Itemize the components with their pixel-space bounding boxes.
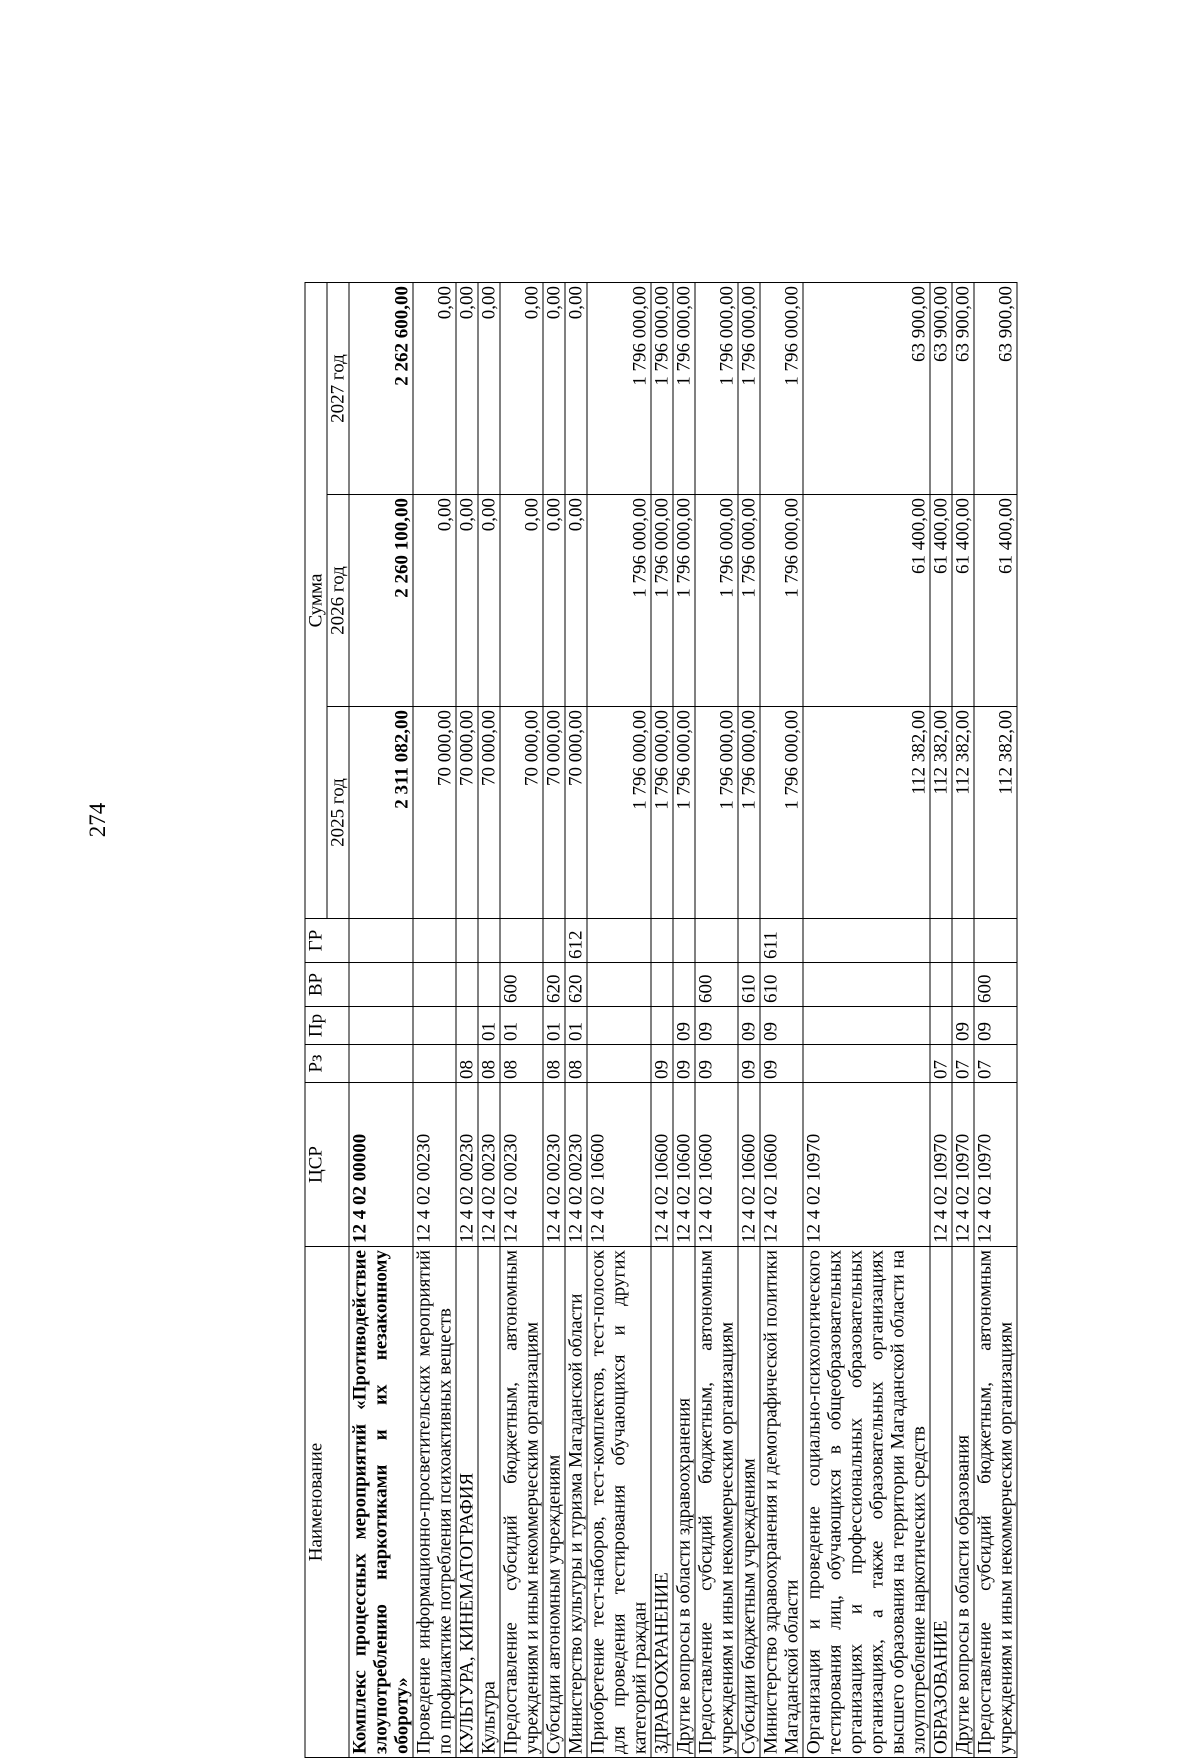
row-amount-2027: 63 900,00 bbox=[952, 282, 974, 494]
row-gr bbox=[349, 919, 413, 963]
row-pr bbox=[587, 1007, 651, 1045]
row-csr: 12 4 02 00230 bbox=[543, 1083, 565, 1247]
row-name: Предоставление субсидий бюджетным, автономным учреждениям и иным некоммерческим организациям bbox=[695, 1247, 738, 1758]
row-amount-2025: 112 382,00 bbox=[974, 707, 1017, 919]
row-amount-2026: 61 400,00 bbox=[974, 495, 1017, 707]
row-pr bbox=[413, 1007, 456, 1045]
row-vr: 610 bbox=[738, 963, 760, 1007]
row-gr bbox=[478, 919, 500, 963]
header-name: Наименование bbox=[305, 1247, 349, 1758]
row-amount-2027: 2 262 600,00 bbox=[349, 282, 413, 494]
row-amount-2027: 1 796 000,00 bbox=[651, 282, 673, 494]
table-body bbox=[349, 282, 1017, 1757]
row-csr: 12 4 02 10600 bbox=[695, 1083, 738, 1247]
row-gr bbox=[413, 919, 456, 963]
row-vr: 610 bbox=[760, 963, 803, 1007]
row-rz bbox=[587, 1045, 651, 1083]
table-header bbox=[305, 282, 349, 1757]
header-pr: Пр bbox=[305, 1007, 349, 1045]
row-pr bbox=[651, 1007, 673, 1045]
row-amount-2025: 1 796 000,00 bbox=[695, 707, 738, 919]
row-rz: 07 bbox=[952, 1045, 974, 1083]
table-row bbox=[651, 282, 673, 1757]
row-amount-2025: 2 311 082,00 bbox=[349, 707, 413, 919]
row-amount-2026: 1 796 000,00 bbox=[651, 495, 673, 707]
row-gr bbox=[952, 919, 974, 963]
row-rz: 08 bbox=[565, 1045, 587, 1083]
row-pr: 09 bbox=[952, 1007, 974, 1045]
row-amount-2026: 0,00 bbox=[565, 495, 587, 707]
rotated-table-wrapper bbox=[305, 282, 1018, 1758]
header-2025: 2025 год bbox=[327, 707, 349, 919]
row-amount-2027: 0,00 bbox=[543, 282, 565, 494]
row-amount-2027: 1 796 000,00 bbox=[695, 282, 738, 494]
row-name: Культура bbox=[478, 1247, 500, 1758]
row-rz: 09 bbox=[651, 1045, 673, 1083]
row-name: Предоставление субсидий бюджетным, автономным учреждениям и иным некоммерческим организациям bbox=[500, 1247, 543, 1758]
row-vr bbox=[456, 963, 478, 1007]
row-amount-2027: 0,00 bbox=[500, 282, 543, 494]
table-row bbox=[500, 282, 543, 1757]
table-row bbox=[695, 282, 738, 1757]
row-gr bbox=[587, 919, 651, 963]
header-vr: ВР bbox=[305, 963, 349, 1007]
row-rz: 07 bbox=[930, 1045, 952, 1083]
row-name: Проведение информационно-просветительских мероприятий по профилактике потребления психоактивных веществ bbox=[413, 1247, 456, 1758]
budget-table bbox=[305, 282, 1018, 1758]
row-pr: 09 bbox=[673, 1007, 695, 1045]
row-gr bbox=[695, 919, 738, 963]
row-amount-2026: 1 796 000,00 bbox=[738, 495, 760, 707]
row-csr: 12 4 02 00230 bbox=[500, 1083, 543, 1247]
row-vr: 620 bbox=[565, 963, 587, 1007]
row-rz: 08 bbox=[543, 1045, 565, 1083]
row-gr bbox=[738, 919, 760, 963]
table-row bbox=[760, 282, 803, 1757]
row-rz bbox=[413, 1045, 456, 1083]
row-amount-2027: 1 796 000,00 bbox=[673, 282, 695, 494]
table-row bbox=[952, 282, 974, 1757]
row-csr: 12 4 02 00230 bbox=[456, 1083, 478, 1247]
row-csr: 12 4 02 10600 bbox=[738, 1083, 760, 1247]
table-row bbox=[673, 282, 695, 1757]
row-vr bbox=[587, 963, 651, 1007]
table-row bbox=[738, 282, 760, 1757]
row-csr: 12 4 02 10600 bbox=[651, 1083, 673, 1247]
row-pr bbox=[803, 1007, 930, 1045]
row-csr: 12 4 02 10970 bbox=[803, 1083, 930, 1247]
table-row bbox=[587, 282, 651, 1757]
row-amount-2026: 1 796 000,00 bbox=[695, 495, 738, 707]
row-amount-2026: 1 796 000,00 bbox=[760, 495, 803, 707]
row-amount-2027: 1 796 000,00 bbox=[760, 282, 803, 494]
row-pr bbox=[930, 1007, 952, 1045]
row-rz bbox=[803, 1045, 930, 1083]
header-csr: ЦСР bbox=[305, 1083, 349, 1247]
row-gr: 612 bbox=[565, 919, 587, 963]
row-csr: 12 4 02 10600 bbox=[760, 1083, 803, 1247]
table-row bbox=[543, 282, 565, 1757]
row-amount-2025: 1 796 000,00 bbox=[673, 707, 695, 919]
page-number: 274 bbox=[85, 802, 110, 838]
row-amount-2027: 63 900,00 bbox=[930, 282, 952, 494]
row-amount-2025: 70 000,00 bbox=[478, 707, 500, 919]
row-amount-2026: 2 260 100,00 bbox=[349, 495, 413, 707]
row-gr: 611 bbox=[760, 919, 803, 963]
table-row bbox=[565, 282, 587, 1757]
row-amount-2025: 1 796 000,00 bbox=[738, 707, 760, 919]
row-rz: 08 bbox=[500, 1045, 543, 1083]
row-gr bbox=[673, 919, 695, 963]
row-csr: 12 4 02 00230 bbox=[478, 1083, 500, 1247]
row-vr: 620 bbox=[543, 963, 565, 1007]
row-pr: 01 bbox=[500, 1007, 543, 1045]
row-csr: 12 4 02 10970 bbox=[930, 1083, 952, 1247]
row-name: Субсидии автономным учреждениям bbox=[543, 1247, 565, 1758]
row-amount-2027: 0,00 bbox=[413, 282, 456, 494]
row-name: Другие вопросы в области здравоохранения bbox=[673, 1247, 695, 1758]
row-amount-2025: 112 382,00 bbox=[930, 707, 952, 919]
row-vr bbox=[349, 963, 413, 1007]
table-row bbox=[413, 282, 456, 1757]
header-2026: 2026 год bbox=[327, 495, 349, 707]
row-gr bbox=[500, 919, 543, 963]
row-amount-2026: 61 400,00 bbox=[952, 495, 974, 707]
row-gr bbox=[974, 919, 1017, 963]
row-amount-2027: 63 900,00 bbox=[803, 282, 930, 494]
row-pr: 01 bbox=[543, 1007, 565, 1045]
row-gr bbox=[803, 919, 930, 963]
row-amount-2025: 70 000,00 bbox=[413, 707, 456, 919]
row-amount-2027: 0,00 bbox=[565, 282, 587, 494]
row-rz: 09 bbox=[760, 1045, 803, 1083]
row-csr: 12 4 02 10970 bbox=[974, 1083, 1017, 1247]
row-amount-2026: 0,00 bbox=[478, 495, 500, 707]
row-vr bbox=[651, 963, 673, 1007]
row-amount-2026: 0,00 bbox=[456, 495, 478, 707]
row-amount-2025: 1 796 000,00 bbox=[760, 707, 803, 919]
row-amount-2025: 112 382,00 bbox=[803, 707, 930, 919]
row-amount-2025: 1 796 000,00 bbox=[651, 707, 673, 919]
row-pr bbox=[456, 1007, 478, 1045]
row-name: Другие вопросы в области образования bbox=[952, 1247, 974, 1758]
row-rz: 07 bbox=[974, 1045, 1017, 1083]
header-gr: ГР bbox=[305, 919, 349, 963]
row-rz: 09 bbox=[673, 1045, 695, 1083]
row-pr: 09 bbox=[974, 1007, 1017, 1045]
row-amount-2027: 1 796 000,00 bbox=[738, 282, 760, 494]
row-rz: 08 bbox=[478, 1045, 500, 1083]
row-vr bbox=[952, 963, 974, 1007]
table-row bbox=[478, 282, 500, 1757]
row-csr: 12 4 02 10600 bbox=[673, 1083, 695, 1247]
row-vr: 600 bbox=[500, 963, 543, 1007]
row-amount-2027: 63 900,00 bbox=[974, 282, 1017, 494]
row-vr bbox=[413, 963, 456, 1007]
row-rz: 09 bbox=[738, 1045, 760, 1083]
row-amount-2025: 112 382,00 bbox=[952, 707, 974, 919]
row-csr: 12 4 02 00230 bbox=[413, 1083, 456, 1247]
table-row bbox=[456, 282, 478, 1757]
table-row bbox=[349, 282, 413, 1757]
row-rz: 09 bbox=[695, 1045, 738, 1083]
row-gr bbox=[930, 919, 952, 963]
row-name: Комплекс процессных мероприятий «Противодействие злоупотреблению наркотиками и их незаконному обороту» bbox=[349, 1247, 413, 1758]
row-amount-2025: 70 000,00 bbox=[565, 707, 587, 919]
row-pr: 09 bbox=[760, 1007, 803, 1045]
row-vr bbox=[478, 963, 500, 1007]
header-2027: 2027 год bbox=[327, 282, 349, 494]
header-rz: Рз bbox=[305, 1045, 349, 1083]
row-pr: 09 bbox=[738, 1007, 760, 1045]
row-amount-2026: 0,00 bbox=[413, 495, 456, 707]
row-vr bbox=[930, 963, 952, 1007]
row-amount-2025: 1 796 000,00 bbox=[587, 707, 651, 919]
row-name: ОБРАЗОВАНИЕ bbox=[930, 1247, 952, 1758]
table-row bbox=[974, 282, 1017, 1757]
row-pr bbox=[349, 1007, 413, 1045]
row-amount-2027: 1 796 000,00 bbox=[587, 282, 651, 494]
row-rz: 08 bbox=[456, 1045, 478, 1083]
row-pr: 01 bbox=[565, 1007, 587, 1045]
row-vr bbox=[803, 963, 930, 1007]
row-csr: 12 4 02 00230 bbox=[565, 1083, 587, 1247]
row-gr bbox=[543, 919, 565, 963]
row-csr: 12 4 02 10600 bbox=[587, 1083, 651, 1247]
row-csr: 12 4 02 10970 bbox=[952, 1083, 974, 1247]
row-amount-2026: 61 400,00 bbox=[930, 495, 952, 707]
row-pr: 09 bbox=[695, 1007, 738, 1045]
row-amount-2027: 0,00 bbox=[456, 282, 478, 494]
row-amount-2025: 70 000,00 bbox=[543, 707, 565, 919]
row-amount-2025: 70 000,00 bbox=[500, 707, 543, 919]
row-vr: 600 bbox=[974, 963, 1017, 1007]
row-gr bbox=[651, 919, 673, 963]
row-name: Предоставление субсидий бюджетным, автономным учреждениям и иным некоммерческим организациям bbox=[974, 1247, 1017, 1758]
table-row bbox=[803, 282, 930, 1757]
row-vr: 600 bbox=[695, 963, 738, 1007]
row-amount-2025: 70 000,00 bbox=[456, 707, 478, 919]
row-gr bbox=[456, 919, 478, 963]
row-name: Приобретение тест-наборов, тест-комплектов, тест-полосок для проведения тестирования обучающихся и других категорий граждан bbox=[587, 1247, 651, 1758]
table-row bbox=[930, 282, 952, 1757]
row-pr: 01 bbox=[478, 1007, 500, 1045]
row-name: КУЛЬТУРА, КИНЕМАТОГРАФИЯ bbox=[456, 1247, 478, 1758]
row-amount-2026: 0,00 bbox=[500, 495, 543, 707]
row-amount-2026: 1 796 000,00 bbox=[587, 495, 651, 707]
row-vr bbox=[673, 963, 695, 1007]
row-amount-2026: 1 796 000,00 bbox=[673, 495, 695, 707]
row-name: Министерство культуры и туризма Магаданской области bbox=[565, 1247, 587, 1758]
row-amount-2026: 61 400,00 bbox=[803, 495, 930, 707]
row-name: ЗДРАВООХРАНЕНИЕ bbox=[651, 1247, 673, 1758]
row-csr: 12 4 02 00000 bbox=[349, 1083, 413, 1247]
row-name: Организация и проведение социально-психологического тестирования лиц, обучающихся в общеобразовательных организациях и профессиональных образовательных организациях, а также образовательных организациях высшего образования на территории Магаданской области на злоупотребление наркотических средств bbox=[803, 1247, 930, 1758]
row-name: Министерство здравоохранения и демографической политики Магаданской области bbox=[760, 1247, 803, 1758]
header-sum: Сумма bbox=[305, 282, 327, 918]
row-rz bbox=[349, 1045, 413, 1083]
row-amount-2027: 0,00 bbox=[478, 282, 500, 494]
row-name: Субсидии бюджетным учреждениям bbox=[738, 1247, 760, 1758]
row-amount-2026: 0,00 bbox=[543, 495, 565, 707]
